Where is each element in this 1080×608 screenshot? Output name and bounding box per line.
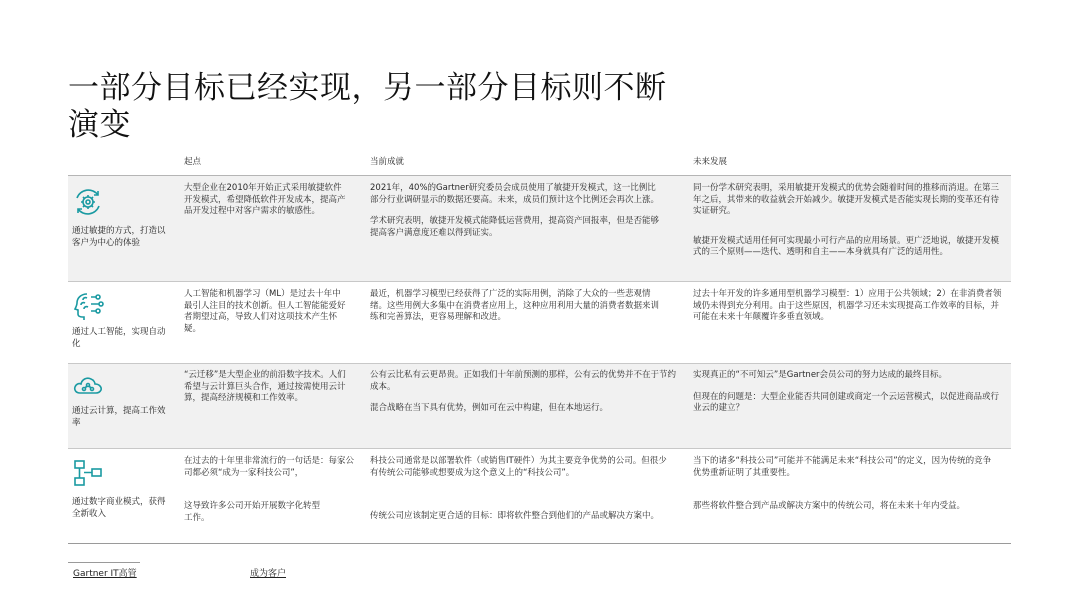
table-row (68, 282, 1011, 364)
row-starting-point: “云迁移”是大型企业的前沿数字技术。人们希望与云计算巨头合作，通过按需使用云计算，提高经济规模和工作效率。 (184, 370, 346, 403)
table-row (68, 449, 1011, 544)
row-starting-point: 人工智能和机器学习（ML）是过去十年中最引人注目的技术创新。但人工智能能爱好者期望过高，导致人们对这项技术产生怀疑。 (184, 289, 346, 334)
footer-link-gartner-it-executives[interactable]: Gartner IT高管 (73, 569, 137, 579)
table-row (68, 176, 1011, 282)
row-current-achievement (370, 183, 660, 239)
table-header (68, 152, 1011, 176)
footer-divider (68, 562, 140, 563)
row-label: 通过敏捷的方式，打造以客户为中心的体验 (72, 226, 166, 248)
row-current-achievement-p2: 混合战略在当下具有优势，例如可在云中构建，但在本地运行。 (370, 403, 609, 413)
header-future-development: 未来发展 (693, 157, 728, 167)
row-current-achievement-p1: 2021年，40%的Gartner研究委员会成员使用了敏捷开发模式，这一比例比部分行业调研显示的数据还要高。未来，成员们预计这个比例还会再次上涨。 (370, 183, 660, 205)
cloud-network-icon (72, 371, 104, 403)
row-current-achievement-p1: 公有云比私有云更昂贵。正如我们十年前预测的那样，公有云的优势并不在于节约成本。 (370, 370, 677, 392)
row-starting-point-p1: 在过去的十年里非常流行的一句话是：每家公司都必须“成为一家科技公司”， (184, 456, 355, 478)
row-future-development-p1: 实现真正的“不可知云”是Gartner会员公司的努力达成的最终目标。 (693, 370, 948, 380)
digital-business-icon (72, 457, 104, 489)
row-starting-point-p2: 这导致许多公司开始开展数字化转型工作。 (184, 501, 321, 523)
row-current-achievement-p1: 科技公司通常是以部署软件（或销售IT硬件）为其主要竞争优势的公司。但很少有传统公司能够或想要成为这个意义上的“科技公司”。 (370, 456, 667, 478)
row-future-development-p1: 当下的诸多“科技公司”可能并不能满足未来“科技公司”的定义，因为传统的竞争优势重新证明了其重要性。 (693, 456, 992, 478)
row-future-development-p2: 敏捷开发模式适用任何可实现最小可行产品的应用场景。更广泛地说，敏捷开发模式的三个原则——迭代、透明和自主——本身就具有广泛的适用性。 (693, 235, 1000, 257)
row-current-achievement (370, 370, 680, 415)
row-future-development-p1: 同一份学术研究表明，采用敏捷开发模式的优势会随着时间的推移而消退。在第三年之后，其带来的收益就会开始减少。敏捷开发模式是否能实现长期的变革还有待实证研究。 (693, 183, 1000, 216)
row-current-achievement (370, 456, 670, 523)
header-starting-point: 起点 (184, 157, 202, 167)
row-current-achievement-p2: 学术研究表明，敏捷开发模式能降低运营费用，提高资产回报率，但是否能够提高客户满意度还难以得到证实。 (370, 216, 660, 238)
row-future-development (693, 370, 1003, 415)
row-future-development (693, 456, 993, 513)
row-label: 通过人工智能，实现自动化 (72, 327, 166, 349)
row-current-achievement: 最近，机器学习模型已经获得了广泛的实际用例，消除了大众的一些悲观情绪。这些用例大多集中在消费者应用上，这种应用利用大量的消费者数据来训练和完善算法，更容易理解和改进。 (370, 289, 660, 322)
row-future-development-p2: 但现在的问题是：大型企业能否共同创建或商定一个云运营模式，以促进商品或行业云的建立？ (693, 391, 1000, 413)
comparison-table (68, 152, 1011, 523)
header-current-achievements: 当前成就 (370, 157, 405, 167)
row-future-development-p2: 那些将软件整合到产品或解决方案中的传统公司，将在未来十年内受益。 (693, 501, 966, 511)
ai-brain-icon (72, 290, 104, 322)
row-future-development (693, 183, 1003, 259)
agile-gear-icon (72, 186, 104, 218)
row-future-development: 过去十年开发的许多通用型机器学习模型：1）应用于公共领域；2）在非消费者领域仍未得到充分利用。由于这些原因，机器学习还未实现提高工作效率的目标，并可能在未来十年颠覆许多垂直领域。 (693, 289, 1002, 322)
row-label: 通过数字商业模式，获得全新收入 (72, 497, 166, 519)
table-row (68, 364, 1011, 449)
footer-link-become-client[interactable]: 成为客户 (250, 569, 287, 579)
row-current-achievement-p2: 传统公司应该制定更合适的目标：即将软件整合到他们的产品或解决方案中。 (370, 511, 660, 521)
page-title: 一部分目标已经实现，另一部分目标则不断演变 (68, 70, 667, 143)
row-starting-point (184, 456, 359, 524)
row-label: 通过云计算，提高工作效率 (72, 406, 166, 428)
row-starting-point: 大型企业在2010年开始正式采用敏捷软件开发模式，希望降低软件开发成本，提高产品开发过程中对客户需求的敏感性。 (184, 183, 346, 216)
